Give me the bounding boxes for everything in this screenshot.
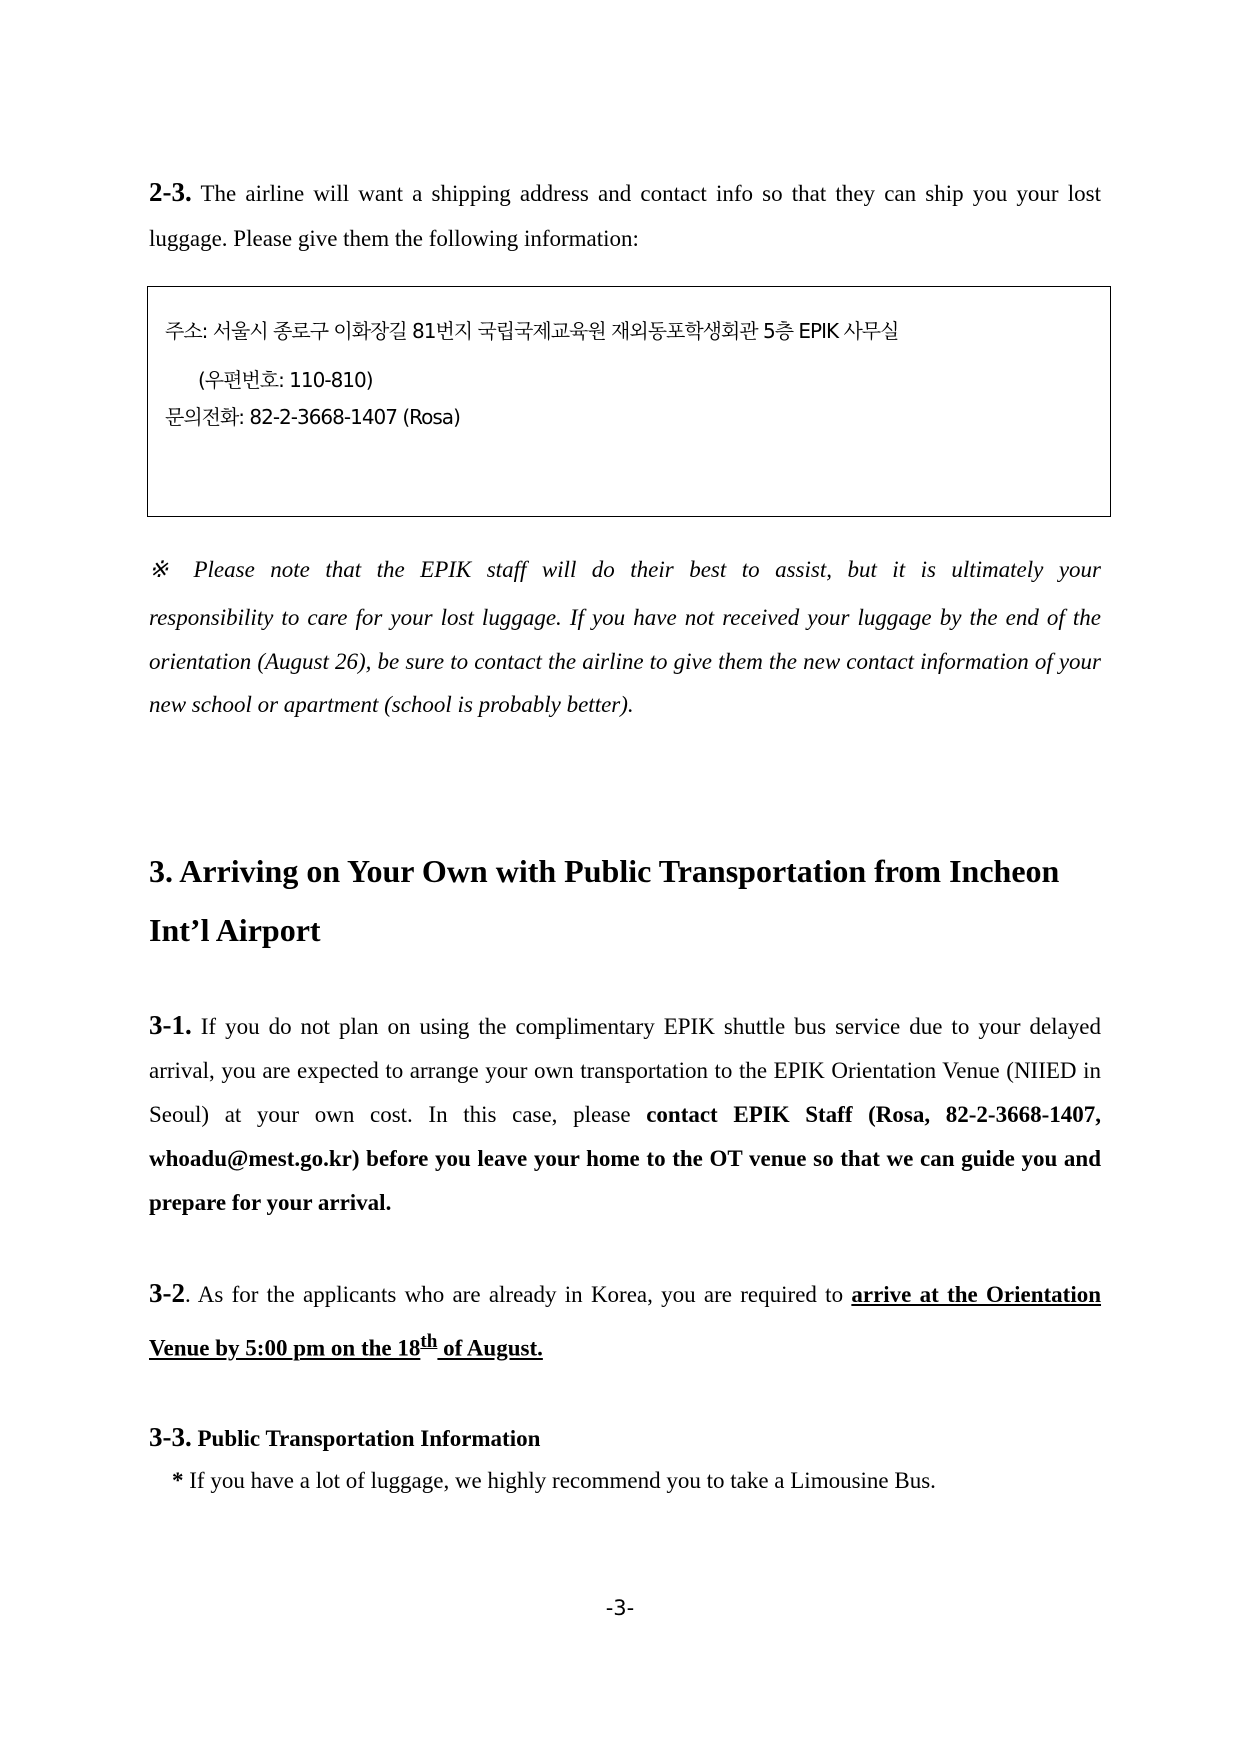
postal-code-line: (우편번호: 110-810) (198, 368, 373, 392)
address-box (147, 286, 1111, 517)
paragraph-3-1 (149, 1003, 1101, 1225)
section-3-heading: 3. Arriving on Your Own with Public Transportation from Incheon Int’l Airport (149, 853, 1060, 948)
subsection-title: Public Transportation Information (191, 1426, 541, 1451)
phone-line: 문의전화: 82-2-3668-1407 (Rosa) (165, 405, 460, 429)
contact-instructions: contact EPIK Staff (Rosa, 82-2-3668-1407, whoadu@mest.go.kr) before you leave your home to the OT venue so that we can guide you and prepare for your arrival. (149, 1102, 1101, 1215)
address-line: 주소: 서울시 종로구 이화장길 81번지 국립국제교육원 재외동포학생회관 5층 EPIK 사무실 (165, 319, 899, 343)
ordinal-suffix: th (420, 1331, 438, 1352)
section-number: 3-1. (149, 1010, 192, 1040)
page-number: -3- (605, 1596, 635, 1620)
section-number: 3-3. (149, 1422, 192, 1452)
paragraph-text: . As for the applicants who are already in Korea, you are required to (185, 1282, 852, 1307)
paragraph-3-3 (149, 1415, 1101, 1461)
section-number: 3-2 (149, 1278, 185, 1308)
asterisk: * (172, 1468, 184, 1493)
section-number: 2-3. (149, 177, 192, 207)
tip-text: If you have a lot of luggage, we highly recommend you to take a Limousine Bus. (183, 1468, 936, 1493)
luggage-tip (172, 1468, 936, 1494)
note-first-line: ※ Please note that the EPIK staff will do their best to assist, but it is ultimately your (149, 557, 1101, 582)
arrival-deadline-end: of August. (437, 1335, 543, 1361)
note-text: responsibility to care for your lost luggage. If you have not received your luggage by the end of the orientation (August 26), be sure to contact the airline to give them the new contact information of your new school or apartment (school is probably better). (149, 605, 1101, 717)
paragraph-text: The airline will want a shipping address and contact info so that they can ship you your lost luggage. Please give them the following information: (149, 181, 1101, 251)
paragraph-3-2 (149, 1270, 1101, 1372)
arrival-deadline: arrive at the Orientation Venue by 5:00 pm on the 18 (149, 1282, 1102, 1361)
paragraph-text: If you do not plan on using the complimentary EPIK shuttle bus service due to your delayed arrival, you are expected to arrange your own transportation to the EPIK Orientation Venue (NIIED in Seoul) at your own cost. In this case, please (149, 1014, 1101, 1127)
paragraph-2-3 (149, 170, 1101, 261)
luggage-note (149, 544, 1101, 727)
